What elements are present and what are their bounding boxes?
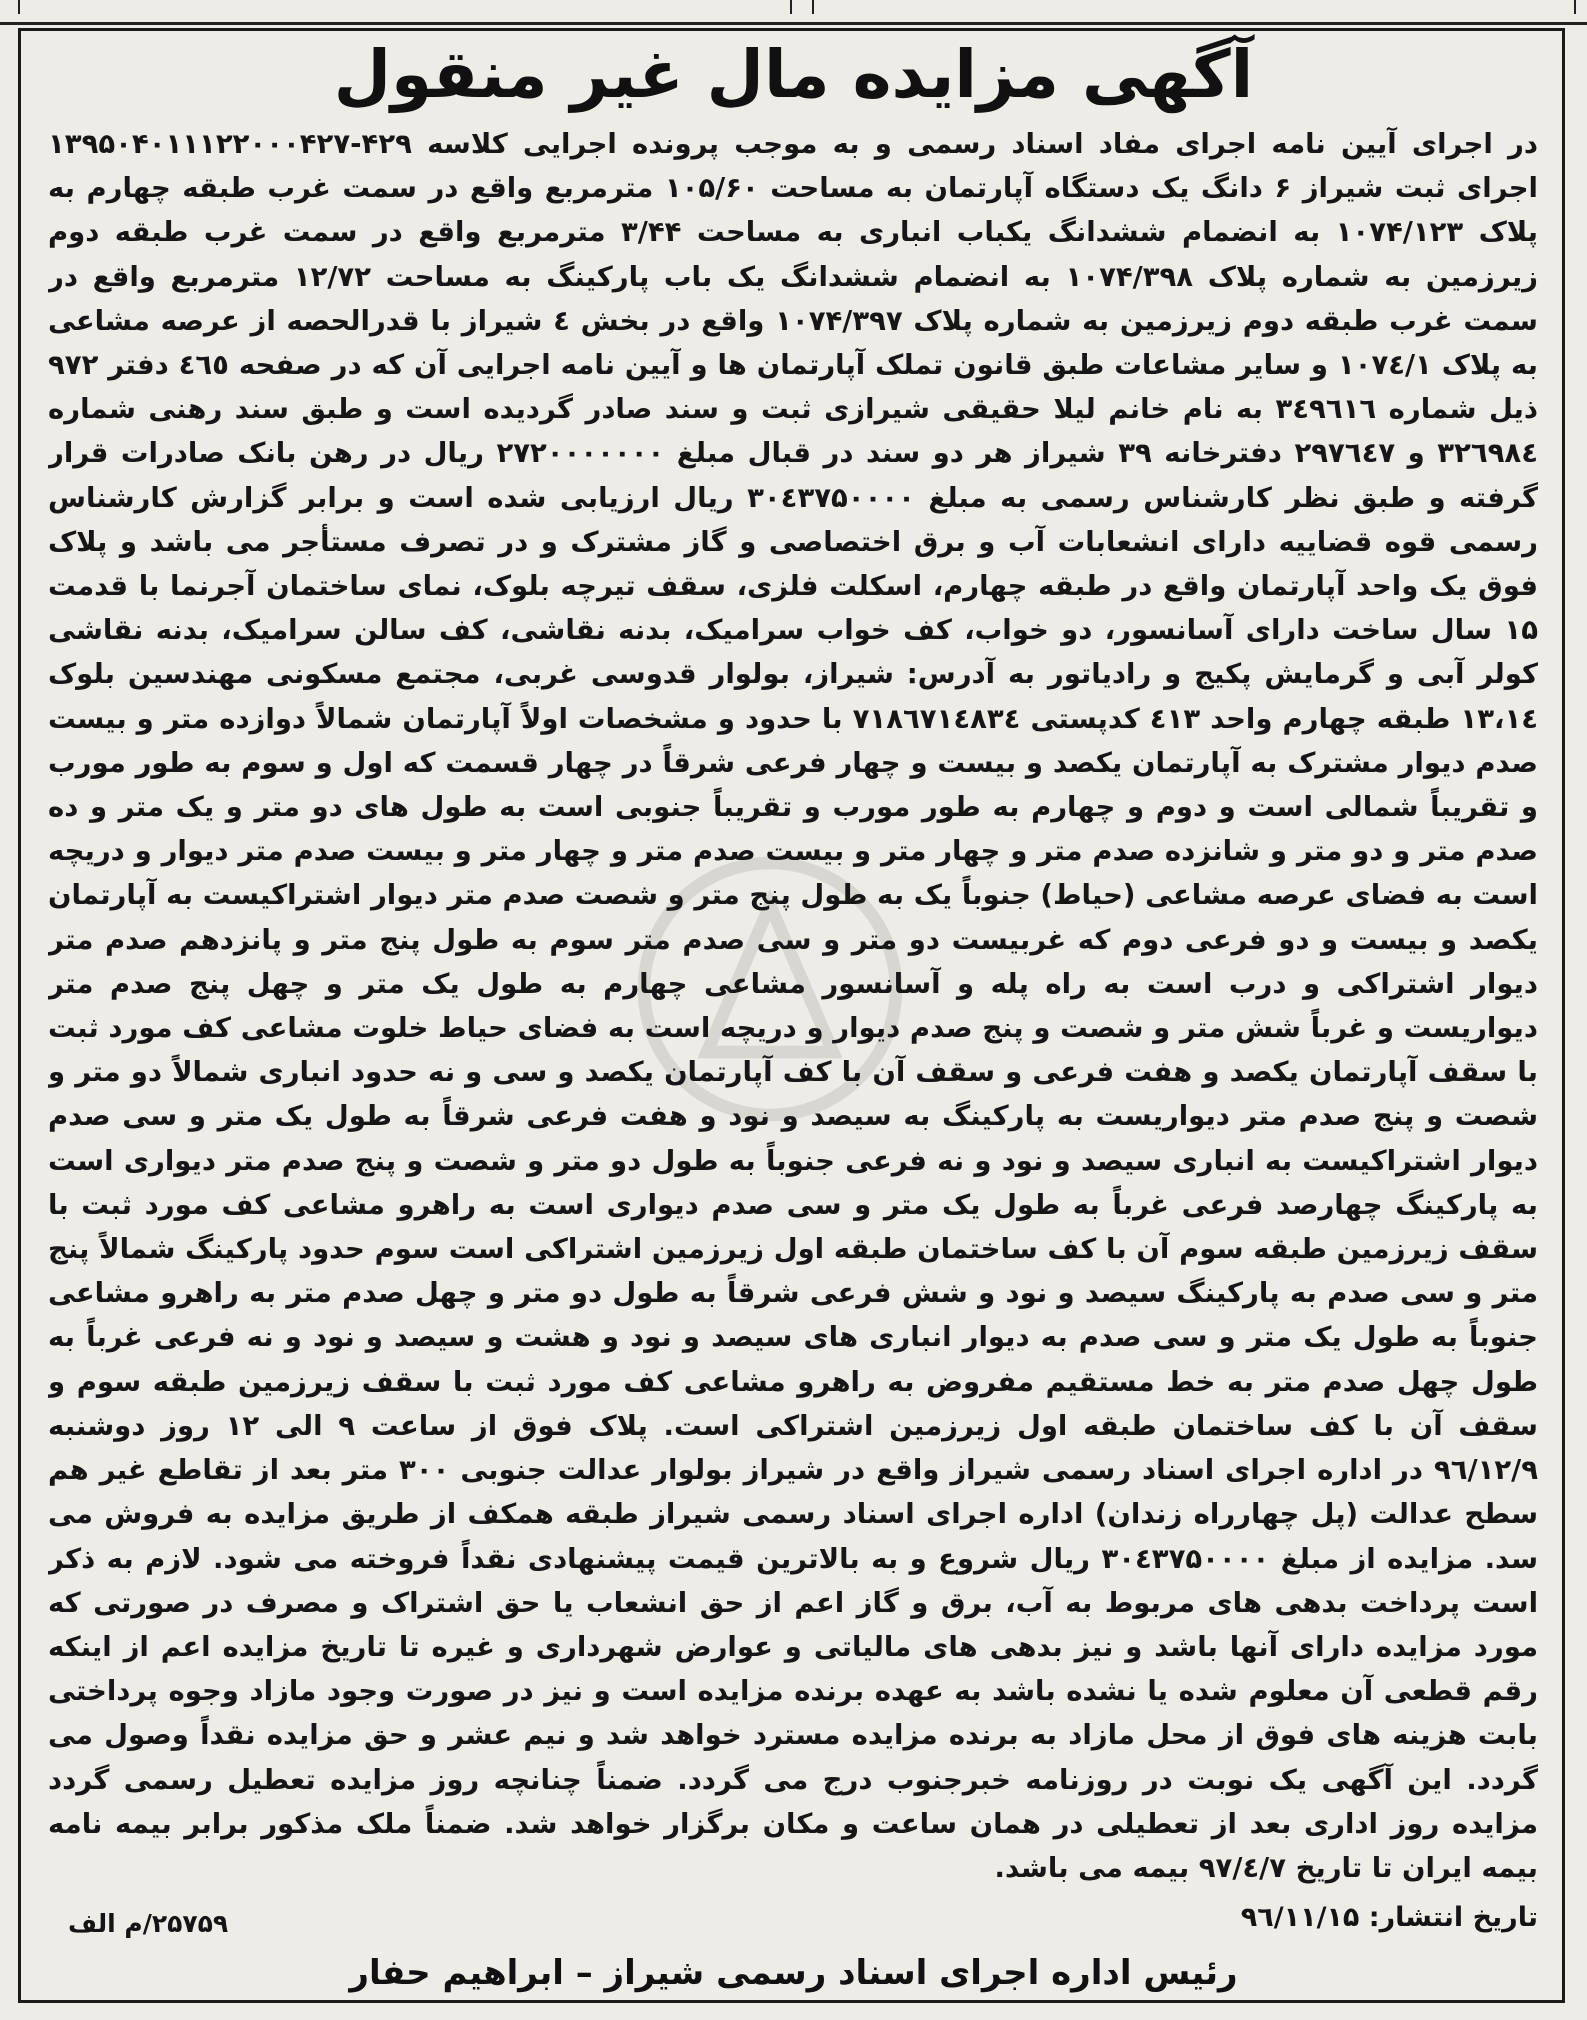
reference-code: ۲۵۷۵۹/م الف <box>68 1909 229 1938</box>
publication-date: تاریخ انتشار: ۹٦/۱۱/۱۵ <box>1240 1902 1538 1933</box>
top-strip-left <box>18 0 792 14</box>
notice-title: آگهی مزایده مال غیر منقول <box>333 36 1254 113</box>
signature-line: رئیس اداره اجرای اسناد رسمی شیراز – ابراهیم حفار <box>349 1953 1238 1993</box>
notice-body <box>48 122 1538 1892</box>
publication-row <box>48 1896 1538 1940</box>
top-strip-right <box>812 0 1576 14</box>
notice-body-paragraph: در اجرای آیین نامه اجرای مفاد اسناد رسمی و به موجب پرونده اجرایی کلاسه ۴۲۹-۱۳۹۵۰۴۰۱۱۱۲۲۰۰۰۴۲۷ اجرای ثبت شیراز ۶ دانگ یک دستگاه آپارتمان به مساحت ۱۰۵/۶۰ مترمربع واقع در سمت غرب طبقه چهارم به پلاک ۱۰۷۴/۱۲۳ به انضمام ششدانگ یکباب انباری به مساحت ۳/۴۴ مترمربع واقع در سمت غرب طبقه دوم زیرزمین به شماره پلاک ۱۰۷۴/۳۹۸ به انضمام ششدانگ یک باب پارکینگ به مساحت ۱۲/۷۲ مترمربع واقع در سمت غرب طبقه دوم زیرزمین به شماره پلاک ۱۰۷۴/۳۹۷ واقع در بخش ٤ شیراز با قدرالحصه از عرصه مشاعی به پلاک ۱۰۷٤/۱ و سایر مشاعات طبق قانون تملک آپارتمان ها و آیین نامه اجرایی آن که در صفحه ٤٦٥ دفتر ۹۷۲ ذیل شماره ۳٤۹٦۱٦ به نام خانم لیلا حقیقی شیرازی ثبت و سند صادر گردیده است و طبق سند رهنی شماره ۳۲٦۹۸٤ و ۲۹۷٦٤۷ دفترخانه ۳۹ شیراز هر دو سند در قبال مبلغ ۲۷۲۰۰۰۰۰۰۰ ریال در رهن بانک صادرات قرار گرفته و طبق نظر کارشناس رسمی به مبلغ ۳۰٤۳۷۵۰۰۰۰ ریال ارزیابی شده است و برابر گزارش کارشناس رسمی قوه قضاییه دارای انشعابات آب و برق اختصاصی و گاز مشترک و در تصرف مستأجر می باشد و پلاک فوق یک واحد آپارتمان واقع در طبقه چهارم، اسکلت فلزی، سقف تیرچه بلوک، نمای ساختمان آجرنما با قدمت ۱۵ سال ساخت دارای آسانسور، دو خواب، کف خواب سرامیک، بدنه نقاشی، کف سالن سرامیک، بدنه نقاشی کولر آبی و گرمایش پکیج و رادیاتور به آدرس: شیراز، بولوار قدوسی غربی، مجتمع مسکونی مهندسین بلوک ۱۳،۱٤ طبقه چهارم واحد ٤۱۳ کدپستی ۷۱۸٦۷۱٤۸۳٤ با حدود و مشخصات اولاً آپارتمان شمالاً دوازده متر و بیست صدم دیوار مشترک به آپارتمان یکصد و بیست و چهار فرعی شرقاً در چهار قسمت که اول و سوم به طور مورب و تقریباً شمالی است و دوم و چهارم به طور مورب و تقریباً جنوبی است به طول های دو متر و یک متر و ده صدم متر و دو متر و شانزده صدم متر و چهار متر و بیست صدم متر و چهار متر و بیست صدم متر دیوار و دریچه است به فضای عرصه مشاعی (حیاط) جنوباً یک به طول پنج متر و شصت صدم متر دیوار اشتراکیست به آپارتمان یکصد و بیست و دو فرعی دوم که غربیست دو متر و سی صدم متر سوم به طول پنج متر و پانزدهم صدم متر دیوار اشتراکی و درب است به راه پله و آسانسور مشاعی چهارم به طول یک متر و چهل پنج صدم متر دیواریست و غرباً شش متر و شصت و پنج صدم دیوار و دریچه است به فضای حیاط خلوت مشاعی کف مورد ثبت با سقف آپارتمان یکصد و هفت فرعی و سقف آن با کف آپارتمان یکصد و سی و نه حدود انباری شمالاً دو متر و شصت و پنج صدم متر دیواریست به پارکینگ به سیصد و نود و هفت فرعی شرقاً به طول یک متر و سی صدم دیوار اشتراکیست به انباری سیصد و نود و نه فرعی جنوباً به طول دو متر و شصت و پنج صدم متر دیواری است به پارکینگ چهارصد فرعی غرباً به طول یک متر و سی صدم دیواری است به راهرو مشاعی کف مورد ثبت با سقف زیرزمین طبقه سوم آن با کف ساختمان طبقه اول زیرزمین اشتراکی است سوم حدود پارکینگ شمالاً پنج متر و سی صدم به پارکینگ سیصد و نود و شش فرعی شرقاً به طول دو متر و چهل صدم متر به راهرو مشاعی جنوباً به طول یک متر و سی صدم به دیوار انباری های سیصد و نود و هشت و سیصد و نود و نه فرعی غرباً به طول چهل صدم متر به خط مستقیم مفروض به راهرو مشاعی کف مورد ثبت با سقف زیرزمین طبقه سوم و سقف آن با کف ساختمان طبقه اول زیرزمین اشتراکی است. پلاک فوق از ساعت ۹ الی ۱۲ روز دوشنبه ۹٦/۱۲/۹ در اداره اجرای اسناد رسمی شیراز واقع در شیراز بولوار عدالت جنوبی ۳۰۰ متر بعد از تقاطع غیر هم سطح عدالت (پل چهارراه زندان) اداره اجرای اسناد رسمی شیراز طبقه همکف از طریق مزایده به فروش می سد. مزایده از مبلغ ۳۰٤۳۷۵۰۰۰۰ ریال شروع و به بالاترین قیمت پیشنهادی نقداً فروخته می شود. لازم به ذکر است پرداخت بدهی های مربوط به آب، برق و گاز اعم از حق انشعاب یا حق اشتراک و مصرف در صورتی که مورد مزایده دارای آنها باشد و نیز بدهی های مالیاتی و عوارض شهرداری و غیره تا تاریخ مزایده اعم از اینکه رقم قطعی آن معلوم شده یا نشده باشد به عهده برنده مزایده است و نیز در صورت وجود مازاد وجوه پرداختی بابت هزینه های فوق از محل مازاد به برنده مزایده مسترد خواهد شد و نیم عشر و حق مزایده نقداً وصول می گردد. این آگهی یک نوبت در روزنامه خبرجنوب درج می گردد. ضمناً چنانچه روز مزایده تعطیل رسمی گردد مزایده روز اداری بعد از تعطیلی در همان ساعت و مکان برگزار خواهد شد. ضمناً ملک مذکور برابر بیمه نامه بیمه ایران تا تاریخ ۹۷/٤/۷ بیمه می باشد. <box>48 128 1538 1884</box>
top-column-strip <box>0 0 1587 25</box>
